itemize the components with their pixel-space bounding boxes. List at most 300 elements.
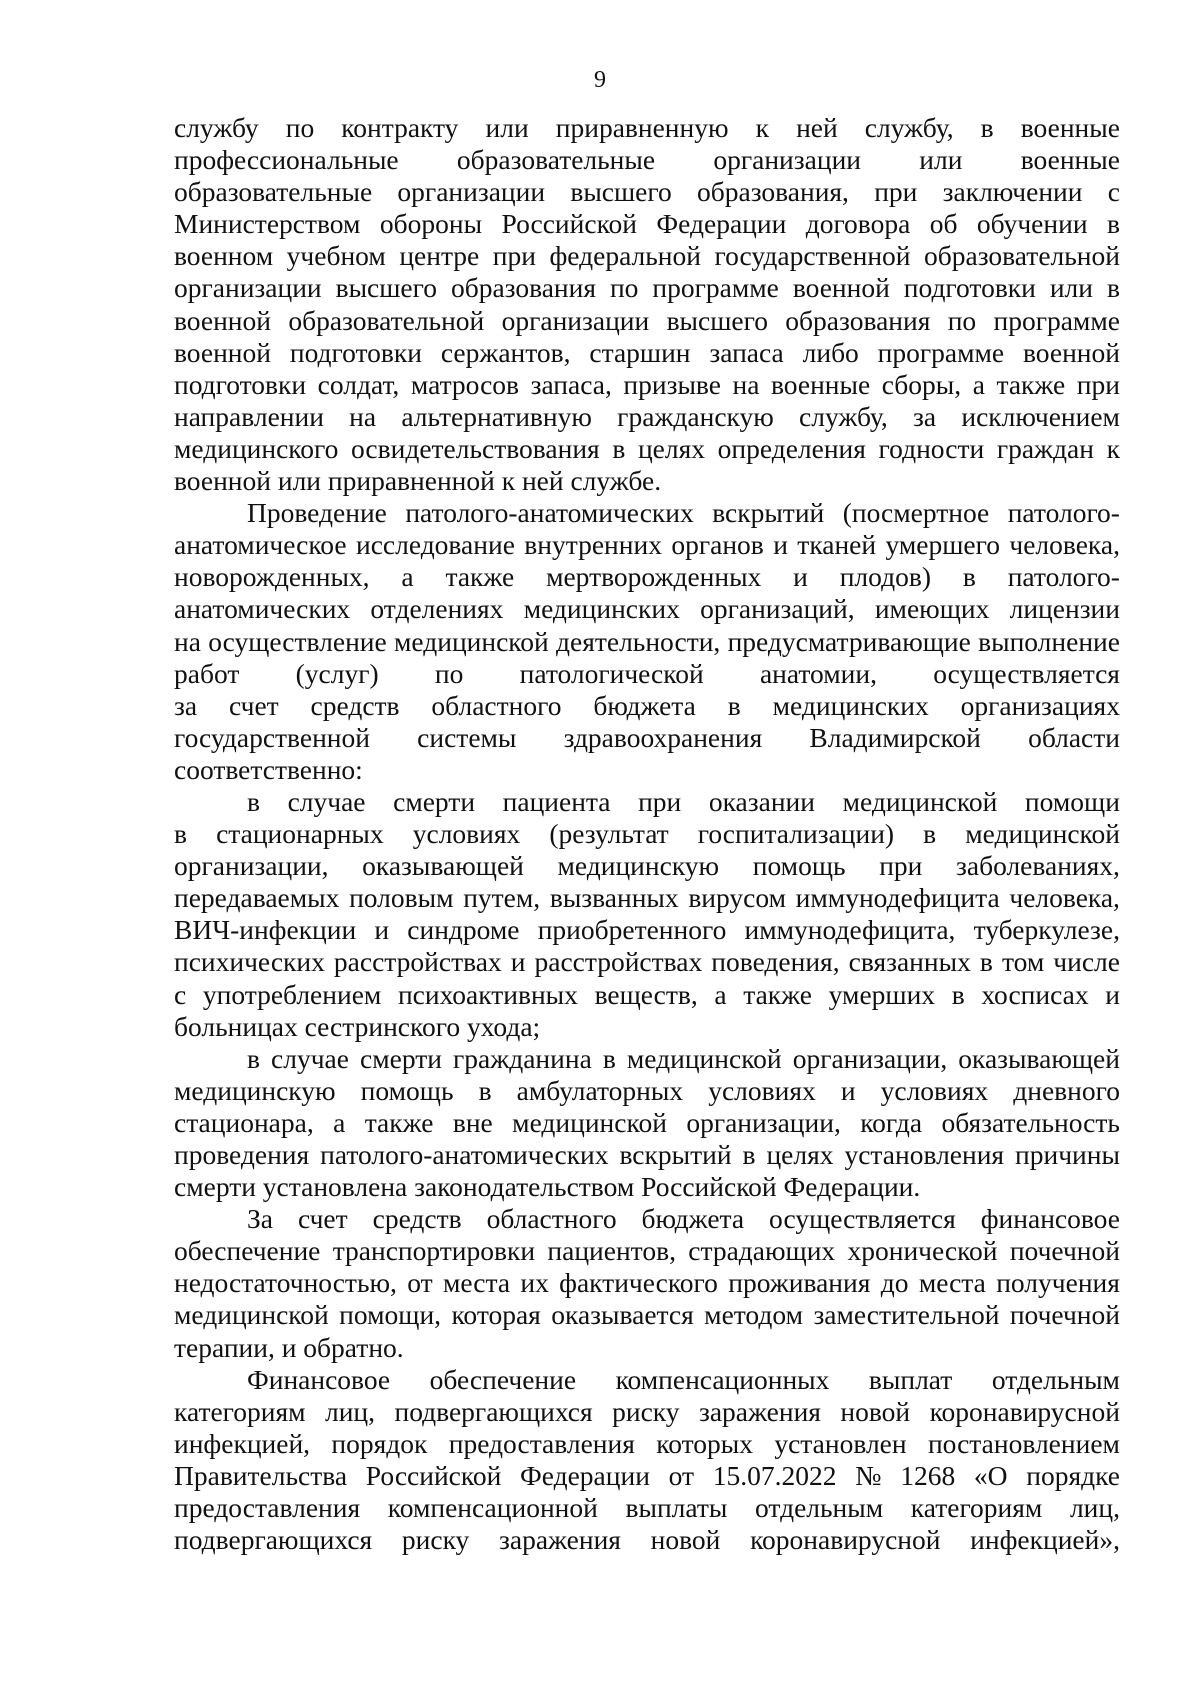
word: в	[979, 946, 993, 978]
word: образовательной	[924, 240, 1120, 272]
word: заражения	[698, 1395, 821, 1427]
word: образовательные	[456, 144, 656, 176]
word: при	[1076, 368, 1120, 400]
word: образования	[450, 272, 597, 304]
word: анатомии,	[759, 657, 877, 689]
word: патолого-анатомических	[405, 497, 694, 529]
word: в	[727, 689, 741, 721]
word: почечной	[1009, 1299, 1120, 1331]
word: направлении	[174, 400, 324, 432]
word: условиях	[412, 818, 521, 850]
text-line	[174, 176, 1120, 208]
word: №	[855, 1459, 882, 1491]
word: в	[742, 1139, 756, 1170]
text-line	[174, 1235, 1120, 1267]
word: на	[732, 368, 760, 400]
word: вне	[452, 1106, 493, 1138]
word: здравоохранения	[563, 721, 763, 753]
document-body	[174, 112, 1120, 1556]
word: организаций,	[700, 593, 855, 625]
word: Министерством	[174, 208, 361, 240]
word: умерших	[828, 978, 936, 1010]
word: а	[972, 368, 985, 400]
word: условиях	[708, 1074, 816, 1106]
word: За	[247, 1203, 273, 1235]
word: за	[913, 400, 937, 432]
text-line	[174, 1299, 1120, 1331]
word: работ	[174, 657, 240, 689]
word: пациентов,	[547, 1235, 676, 1267]
text-line	[174, 1267, 1120, 1299]
text-line	[174, 1492, 1120, 1524]
word: заболеваниях,	[956, 850, 1120, 882]
word: предоставления	[174, 1492, 361, 1524]
text-line	[174, 914, 1120, 946]
word: ВИЧ-инфекции	[174, 914, 357, 946]
word: (посмертное	[842, 497, 990, 529]
word: которых	[656, 1427, 753, 1459]
text-line	[174, 1460, 1120, 1492]
word: Федерации	[520, 1459, 650, 1491]
text-line	[174, 1043, 1120, 1075]
word: внутренних	[524, 529, 662, 561]
word: обеспечение	[429, 1363, 577, 1395]
word: в	[174, 818, 187, 850]
word: областного	[431, 689, 562, 721]
word: транспортировки	[332, 1235, 536, 1267]
word: места	[918, 1267, 986, 1299]
word: приобретенного	[537, 914, 727, 946]
word: Владимирской	[809, 721, 981, 753]
word: к	[1106, 432, 1120, 464]
text-line	[174, 240, 1120, 272]
word: организациях	[960, 689, 1120, 721]
word: риску	[612, 1395, 680, 1427]
word: категориям	[174, 1395, 306, 1427]
word: организации,	[686, 1106, 841, 1138]
word: бюджета	[641, 1203, 745, 1235]
word: компенсационной	[387, 1492, 598, 1524]
word: с	[174, 978, 187, 1010]
word: военные	[771, 368, 871, 400]
word: употреблением	[202, 978, 382, 1010]
word: медицинской	[393, 625, 549, 657]
word: категориям	[910, 1492, 1043, 1524]
word: установления	[844, 1139, 1005, 1170]
word: организации	[501, 304, 650, 336]
word: заражения	[499, 1524, 621, 1556]
word: пациента	[502, 785, 611, 817]
word: половым	[349, 882, 454, 914]
word: вскрытий	[712, 497, 825, 529]
word: и	[1105, 978, 1120, 1010]
word: контракту	[341, 112, 459, 143]
word: фактического	[559, 1267, 718, 1299]
word: государственной	[174, 721, 370, 753]
word: в	[478, 1074, 492, 1106]
text-line	[174, 529, 1120, 561]
word: смерти	[393, 785, 476, 817]
word: установлен	[774, 1427, 907, 1459]
word: программе	[652, 272, 779, 304]
word: запаса	[709, 336, 784, 368]
word: мертворожденных	[546, 561, 762, 593]
word: также	[743, 978, 813, 1010]
word: сборы,	[881, 368, 962, 400]
word: при	[492, 240, 536, 272]
word: обороны	[379, 208, 483, 240]
page-number: 9	[594, 67, 606, 93]
word: 1268	[900, 1459, 956, 1491]
word: и	[374, 914, 390, 946]
word: высшего	[666, 304, 768, 336]
word: за	[174, 689, 198, 721]
word: запаса,	[530, 368, 612, 400]
word: почечной	[1009, 1235, 1120, 1267]
word: туберкулезе,	[973, 914, 1120, 946]
text-line: военной или приравненной к ней службе.	[174, 465, 662, 497]
word: медицинского	[174, 432, 339, 464]
word: и	[773, 529, 788, 561]
word: стационара,	[174, 1106, 314, 1138]
word: порядок	[331, 1427, 428, 1459]
word: гражданскую	[617, 400, 774, 432]
word: медицинской	[626, 1042, 782, 1074]
word: лиц,	[324, 1395, 376, 1427]
text-line	[174, 1203, 1120, 1235]
word: старшин	[589, 336, 691, 368]
text-line	[174, 112, 1120, 144]
text-line	[174, 144, 1120, 176]
word: службу	[174, 112, 259, 143]
text-line	[174, 305, 1120, 337]
word: помощь	[752, 850, 846, 882]
word: постановлением	[927, 1427, 1120, 1459]
word: граждан	[996, 432, 1094, 464]
word: Правительства	[174, 1459, 348, 1491]
word: службу,	[864, 112, 954, 143]
word: 15.07.2022	[712, 1459, 837, 1491]
word: человека,	[1009, 529, 1120, 561]
word: медицинскую	[557, 850, 720, 882]
word: государственной	[714, 240, 911, 272]
word: новорожденных,	[174, 561, 370, 593]
word: новой	[840, 1395, 911, 1427]
word: организации,	[792, 1042, 948, 1074]
word: медицинской	[174, 1299, 329, 1331]
word: организации	[713, 144, 861, 176]
word: по	[285, 112, 315, 143]
word: с	[1107, 176, 1120, 208]
word: «О	[973, 1459, 1008, 1491]
word: медицинскую	[174, 1074, 336, 1106]
word: вскрытий	[619, 1139, 732, 1170]
word: случае	[287, 785, 366, 817]
text-line	[174, 1524, 1120, 1556]
word: амбулаторных	[516, 1074, 684, 1106]
word: анатомических	[174, 593, 351, 625]
word: обязательность	[941, 1106, 1120, 1138]
word: причины	[1015, 1139, 1120, 1170]
word: до	[880, 1267, 909, 1299]
word: счет	[228, 689, 279, 721]
word: при	[879, 850, 923, 882]
word: деятельности,	[556, 625, 721, 657]
word: годности	[878, 432, 985, 464]
text-line	[174, 369, 1120, 401]
word: в	[1106, 208, 1120, 240]
word: исключением	[961, 400, 1120, 432]
word: освидетельствования	[351, 432, 600, 464]
word: подготовки	[903, 272, 1036, 304]
word: коронавирусной	[929, 1395, 1120, 1427]
word: когда	[860, 1106, 923, 1138]
word: центре	[399, 240, 480, 272]
word: расстройствах	[534, 946, 703, 978]
word: выплат	[868, 1363, 953, 1395]
word: передаваемых	[174, 882, 340, 914]
word: высшего	[335, 272, 437, 304]
word: в	[980, 112, 994, 143]
word: патологической	[519, 657, 704, 689]
word: плодов)	[839, 561, 932, 593]
word: альтернативную	[401, 400, 592, 432]
text-line: больницах сестринского ухода;	[174, 1010, 541, 1042]
word: органов	[671, 529, 764, 561]
text-line	[174, 850, 1120, 882]
word: осуществляется	[933, 657, 1120, 689]
word: проживания	[728, 1267, 871, 1299]
word: матросов	[410, 368, 520, 400]
word: медицинской	[965, 818, 1120, 850]
word: оказывающей	[362, 850, 524, 882]
word: вирусом	[688, 882, 786, 914]
text-line	[174, 1107, 1120, 1139]
word: патолого-	[1007, 497, 1120, 529]
text-line	[174, 946, 1120, 978]
word: иммунодефицита,	[744, 914, 956, 946]
word: Российской	[501, 208, 637, 240]
word: компенсационных	[615, 1363, 830, 1395]
word: профессиональные	[174, 144, 399, 176]
word: исследование	[356, 529, 515, 561]
word: психических	[174, 946, 325, 978]
text-line	[174, 1428, 1120, 1460]
text-line: терапии, и обратно.	[174, 1331, 404, 1363]
word: в	[1106, 272, 1120, 304]
word: целях	[766, 1139, 834, 1170]
word: расстройствах	[333, 946, 502, 978]
word: стационарных	[216, 818, 384, 850]
word: а	[333, 1106, 346, 1138]
word: выплаты	[625, 1492, 728, 1524]
word: имеющих	[874, 593, 990, 625]
text-line	[174, 979, 1120, 1011]
word: предоставления	[448, 1427, 635, 1459]
word: призыве	[623, 368, 721, 400]
word: риску	[401, 1524, 470, 1556]
word: медицинских	[772, 689, 929, 721]
text-line: соответственно:	[174, 753, 363, 785]
word: а	[714, 978, 727, 1010]
text-line	[174, 690, 1120, 722]
word: федеральной	[549, 240, 701, 272]
word: в	[247, 785, 260, 817]
word: тканей	[797, 529, 877, 561]
word: оказывающей	[958, 1042, 1120, 1074]
text-line	[174, 1364, 1120, 1396]
word: об	[929, 208, 958, 240]
text-line	[174, 561, 1120, 593]
word: выполнение	[978, 625, 1120, 657]
word: отдельным	[755, 1492, 884, 1524]
word: и	[793, 561, 808, 593]
word: проведения	[174, 1139, 310, 1170]
word: также	[364, 1106, 434, 1138]
word: в	[951, 978, 965, 1010]
word: определения	[717, 432, 866, 464]
text-line: смерти установлена законодательством Российской Федерации.	[174, 1171, 921, 1203]
word: в	[962, 561, 976, 593]
word: лицензии	[1009, 593, 1120, 625]
word: страдающих	[688, 1235, 836, 1267]
word: также	[445, 561, 515, 593]
word: отдельным	[991, 1363, 1120, 1395]
word: гражданина	[453, 1042, 592, 1074]
word: или	[1049, 272, 1094, 304]
word: военной	[174, 304, 271, 336]
word: подготовки	[174, 368, 307, 400]
word: средств	[310, 689, 400, 721]
word: организации	[397, 176, 546, 208]
word: высшего	[570, 176, 672, 208]
word: от	[668, 1459, 695, 1491]
text-line	[174, 272, 1120, 304]
word: военной	[174, 336, 271, 368]
word: по	[434, 657, 464, 689]
word: военные	[1020, 112, 1120, 143]
word: вызванных	[549, 882, 679, 914]
word: заключении	[942, 176, 1083, 208]
word: путем,	[463, 882, 541, 914]
word: области	[1028, 721, 1120, 753]
word: связанных	[848, 946, 971, 978]
word: недостаточностью,	[174, 1267, 397, 1299]
text-line	[174, 1075, 1120, 1107]
word: на	[174, 625, 201, 657]
word: ней	[796, 112, 838, 143]
word: организации,	[174, 850, 329, 882]
word: службу,	[799, 400, 888, 432]
word: военные	[1020, 144, 1120, 176]
text-line	[174, 593, 1120, 625]
text-line	[174, 658, 1120, 690]
word: средств	[372, 1203, 462, 1235]
word: бюджета	[593, 689, 696, 721]
word: учебном	[286, 240, 386, 272]
text-line	[174, 497, 1120, 529]
word: том	[1001, 946, 1045, 978]
word: условиях	[880, 1074, 989, 1106]
word: медицинской	[512, 1106, 667, 1138]
word: и	[510, 946, 526, 978]
word: (результат	[549, 818, 669, 850]
word: целях	[637, 432, 706, 464]
word: Проведение	[247, 497, 387, 529]
word: к	[755, 112, 769, 143]
word: военной	[1023, 336, 1120, 368]
word: веществ,	[594, 978, 698, 1010]
word: программе	[993, 304, 1120, 336]
word: хронической	[847, 1235, 998, 1267]
word: по	[947, 304, 977, 336]
word: дневного	[1013, 1074, 1120, 1106]
word: осуществление	[208, 625, 387, 657]
text-line	[174, 337, 1120, 369]
word: поведения,	[711, 946, 840, 978]
word: отделениях	[370, 593, 504, 625]
word: смерти	[360, 1042, 442, 1074]
word: образовательной	[288, 304, 485, 336]
word: на	[349, 400, 377, 432]
word: счет	[297, 1203, 348, 1235]
word: при	[638, 785, 682, 817]
text-line	[174, 626, 1120, 658]
word: госпитализации)	[697, 818, 895, 850]
word: подготовки	[289, 336, 422, 368]
word: случае	[271, 1042, 349, 1074]
word: человека,	[1009, 882, 1120, 914]
text-line	[174, 433, 1120, 465]
word: либо	[802, 336, 859, 368]
word: иммунодефицита	[795, 882, 1000, 914]
word: финансовое	[980, 1203, 1120, 1235]
word: областного	[486, 1203, 617, 1235]
text-line	[174, 1396, 1120, 1428]
word: умершего	[885, 529, 1000, 561]
word: обеспечение	[174, 1235, 321, 1267]
text-line	[174, 882, 1120, 914]
word: и	[840, 1074, 856, 1106]
word: образовательные	[174, 176, 373, 208]
word: их	[520, 1267, 549, 1299]
word: осуществляется	[769, 1203, 956, 1235]
word: места	[442, 1267, 511, 1299]
text-line	[174, 1139, 1120, 1171]
word: порядке	[1026, 1459, 1120, 1491]
word: договора	[805, 208, 911, 240]
word: образования	[785, 304, 931, 336]
word: оказании	[708, 785, 815, 817]
word: синдроме	[407, 914, 520, 946]
text-line	[174, 208, 1120, 240]
word: анатомическое	[174, 529, 347, 561]
word: помощи,	[339, 1299, 442, 1331]
word: помощь	[360, 1074, 454, 1106]
word: медицинских	[523, 593, 680, 625]
text-line	[174, 722, 1120, 754]
word: военной	[792, 272, 890, 304]
word: по	[609, 272, 639, 304]
word: солдат,	[317, 368, 400, 400]
word: Финансовое	[247, 1363, 391, 1395]
word: образования,	[697, 176, 849, 208]
text-line	[174, 401, 1120, 433]
word: Федерации	[656, 208, 787, 240]
word: программе	[877, 336, 1005, 368]
word: или	[485, 112, 529, 143]
text-line	[174, 818, 1120, 850]
